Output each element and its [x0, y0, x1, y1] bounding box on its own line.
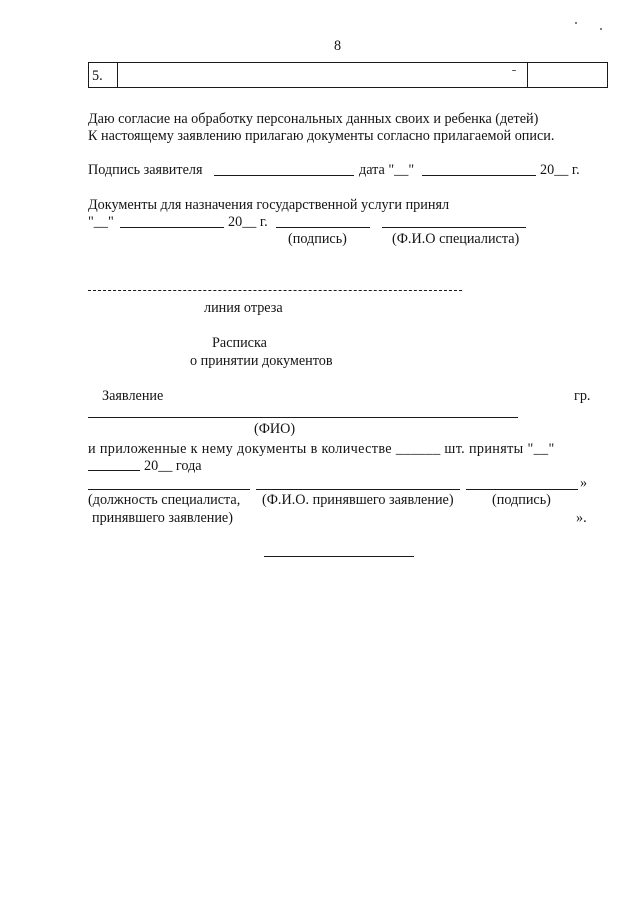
caption-signature: (подпись) — [288, 231, 347, 247]
accepted-date-line — [120, 227, 224, 228]
application-label: Заявление — [102, 388, 164, 404]
cut-line — [88, 290, 462, 291]
page-number: 8 — [334, 38, 342, 54]
receiver-signature-line — [466, 489, 578, 490]
cut-line-label: линия отреза — [204, 300, 283, 316]
table-cell-number — [89, 63, 118, 87]
accepted-year: 20__ г. — [228, 214, 268, 230]
accepted-date-prefix: "__" — [88, 214, 114, 230]
applicant-signature-label: Подпись заявителя — [88, 162, 203, 178]
year-label: 20__ г. — [540, 162, 580, 178]
received-year: 20__ года — [144, 458, 202, 474]
caption-receiver-signature: (подпись) — [492, 492, 551, 508]
date-line — [422, 175, 536, 176]
caption-position-2: принявшего заявление) — [92, 510, 233, 526]
documents-count-line: и приложенные к нему документы в количестве ______ шт. приняты "__" — [88, 441, 555, 457]
position-line — [88, 489, 250, 490]
accepted-fio-line — [382, 227, 526, 228]
end-line — [264, 556, 414, 557]
receiver-fio-line — [256, 489, 460, 490]
receipt-subtitle: о принятии документов — [190, 353, 333, 369]
accepted-signature-line — [276, 227, 370, 228]
gr-label: гр. — [574, 388, 591, 404]
table-row — [88, 62, 608, 88]
table-cell-empty — [527, 63, 607, 87]
scan-speck — [512, 70, 516, 71]
caption-receiver-fio: (Ф.И.О. принявшего заявление) — [262, 492, 454, 508]
caption-position: (должность специалиста, — [88, 492, 241, 508]
date-label: дата "__" — [359, 162, 415, 178]
scan-speck — [575, 22, 577, 24]
end-mark: ». — [576, 510, 587, 526]
closing-quote: » — [580, 475, 588, 491]
received-date-line — [88, 470, 140, 471]
accepted-title: Документы для назначения государственной услуги принял — [88, 197, 450, 213]
row-number: 5. — [92, 68, 103, 84]
applicant-name-line — [88, 417, 518, 418]
fio-caption: (ФИО) — [254, 421, 296, 437]
scan-speck — [600, 28, 602, 30]
consent-line-1: Даю согласие на обработку персональных данных своих и ребенка (детей) — [88, 111, 539, 127]
consent-line-2: К настоящему заявлению прилагаю документы согласно прилагаемой описи. — [88, 128, 555, 144]
caption-specialist-fio: (Ф.И.О специалиста) — [392, 231, 520, 247]
receipt-title: Расписка — [212, 335, 267, 351]
applicant-signature-line — [214, 175, 354, 176]
